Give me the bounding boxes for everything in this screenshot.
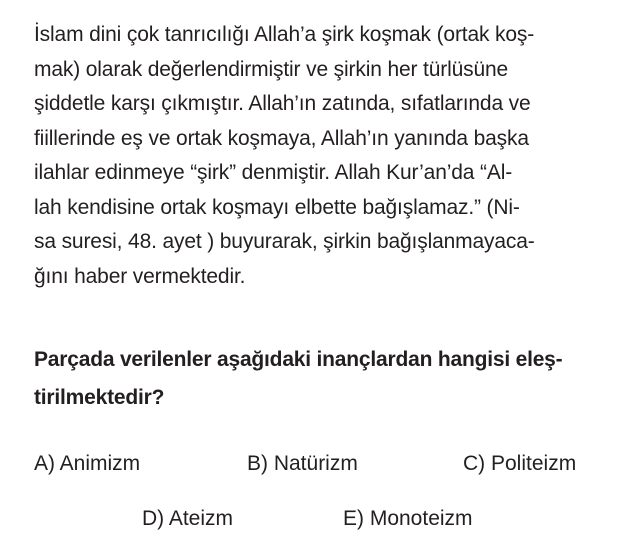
passage-line: mak) olarak değerlendirmiştir ve şirkin her türlüsüne [34, 57, 509, 81]
option-a[interactable]: A) Animizm [34, 452, 141, 475]
passage-line: lah kendisine ortak koşmayı elbette bağışlamaz.” (Ni- [34, 195, 520, 219]
passage-text [34, 18, 606, 294]
passage-line: İslam dini çok tanrıcılığı Allah’a şirk koşmak (ortak koş- [34, 23, 535, 46]
passage-line: fiillerinde eş ve ortak koşmaya, Allah’ın yanında başka [34, 126, 529, 150]
question-line: Parçada verilenler aşağıdaki inançlardan hangisi eleş- [34, 348, 563, 371]
option-e[interactable]: E) Monoteizm [343, 507, 473, 530]
question-stem [34, 341, 606, 417]
passage-line: şiddetle karşı çıkmıştır. Allah’ın zatında, sıfatlarında ve [34, 92, 531, 115]
passage-line: ğını haber vermektedir. [34, 264, 246, 288]
option-b[interactable]: B) Natürizm [247, 452, 358, 475]
question-line: tirilmektedir? [34, 386, 165, 409]
option-c[interactable]: C) Politeizm [463, 452, 577, 475]
passage-line: sa suresi, 48. ayet ) buyurarak, şirkin bağışlanmayaca- [34, 230, 535, 253]
option-d[interactable]: D) Ateizm [142, 507, 234, 530]
passage-line: ilahlar edinmeye “şirk” denmiştir. Allah Kur’an’da “Al- [34, 161, 513, 184]
